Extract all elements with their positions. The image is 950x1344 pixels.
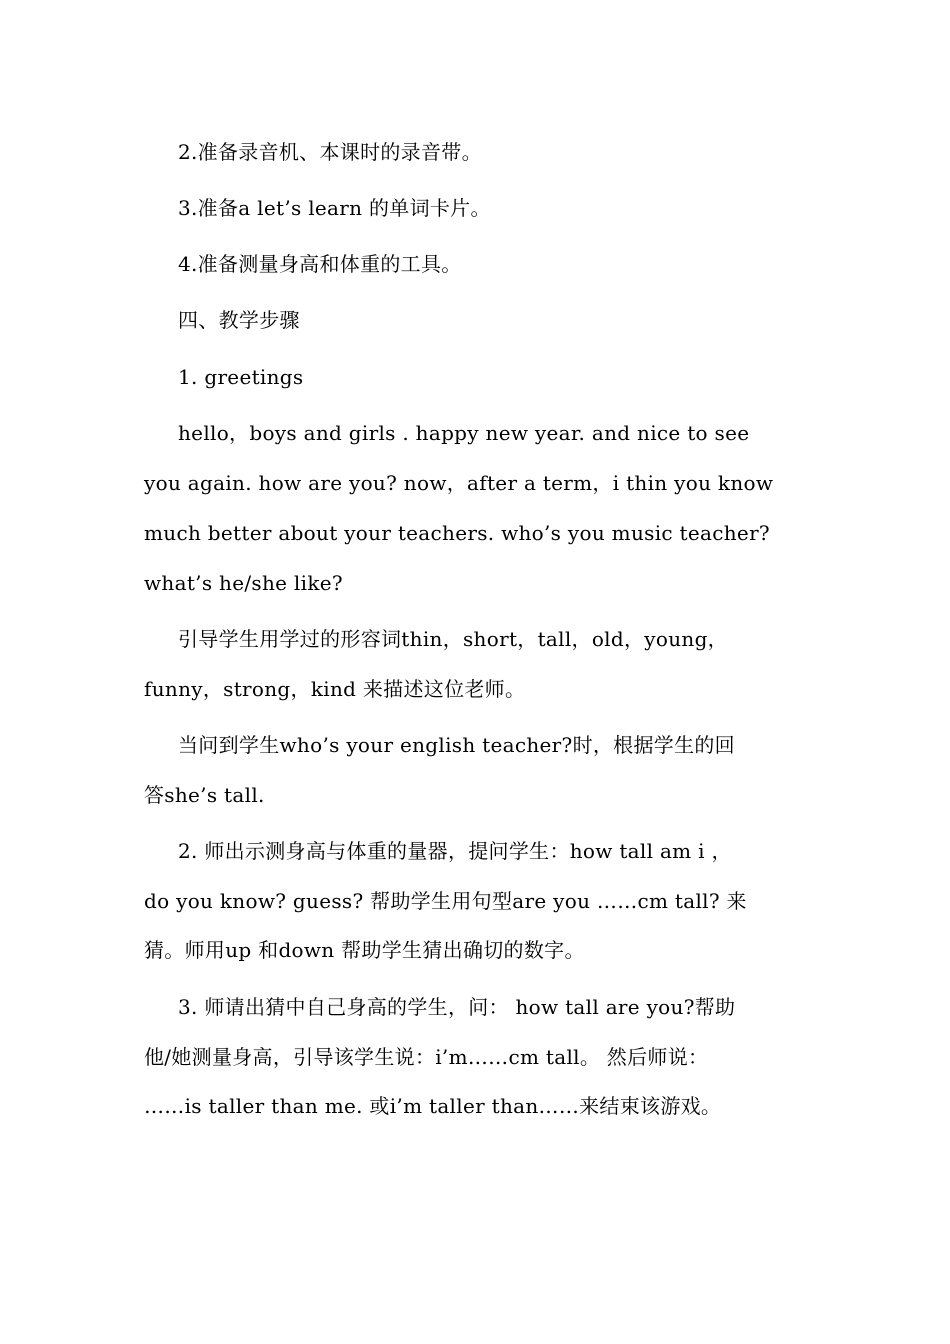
prep-item-4: 4.准备测量身高和体重的工具。 xyxy=(178,252,462,276)
english-teacher-paragraph-line-1: 当问到学生who’s your english teacher?时，根据学生的回 xyxy=(178,733,735,757)
step-2-line-1: 2. 师出示测身高与体重的量器，提问学生：how tall am i ， xyxy=(178,839,732,863)
step-3-line-3: ……is taller than me. 或i’m taller than……来结束该游戏。 xyxy=(144,1094,722,1118)
step-1-heading: 1. greetings xyxy=(178,365,304,389)
english-teacher-paragraph-line-2: 答she’s tall. xyxy=(144,783,265,807)
greeting-paragraph-line-4: what’s he/she like? xyxy=(144,571,343,595)
step-2-line-3: 猜。师用up 和down 帮助学生猜出确切的数字。 xyxy=(144,938,585,962)
greeting-paragraph-line-2: you again. how are you? now，after a term，i thin you know xyxy=(144,471,774,495)
greeting-paragraph-line-3: much better about your teachers. who’s you music teacher? xyxy=(144,521,770,545)
adjective-paragraph-line-2: funny，strong，kind 来描述这位老师。 xyxy=(144,677,526,701)
step-3-line-1: 3. 师请出猜中自己身高的学生，问： how tall are you?帮助 xyxy=(178,995,736,1019)
section-heading-teaching-steps: 四、教学步骤 xyxy=(178,308,300,332)
prep-item-2: 2.准备录音机、本课时的录音带。 xyxy=(178,140,482,164)
step-2-line-2: do you know? guess? 帮助学生用句型are you ……cm tall? 来 xyxy=(144,889,747,913)
step-3-line-2: 他/她测量身高，引导该学生说：i’m……cm tall。 然后师说： xyxy=(144,1045,709,1069)
prep-item-3: 3.准备a let’s learn 的单词卡片。 xyxy=(178,196,491,220)
greeting-paragraph-line-1: hello，boys and girls . happy new year. and nice to see xyxy=(178,421,750,445)
adjective-paragraph-line-1: 引导学生用学过的形容词thin，short，tall，old，young， xyxy=(178,627,728,651)
